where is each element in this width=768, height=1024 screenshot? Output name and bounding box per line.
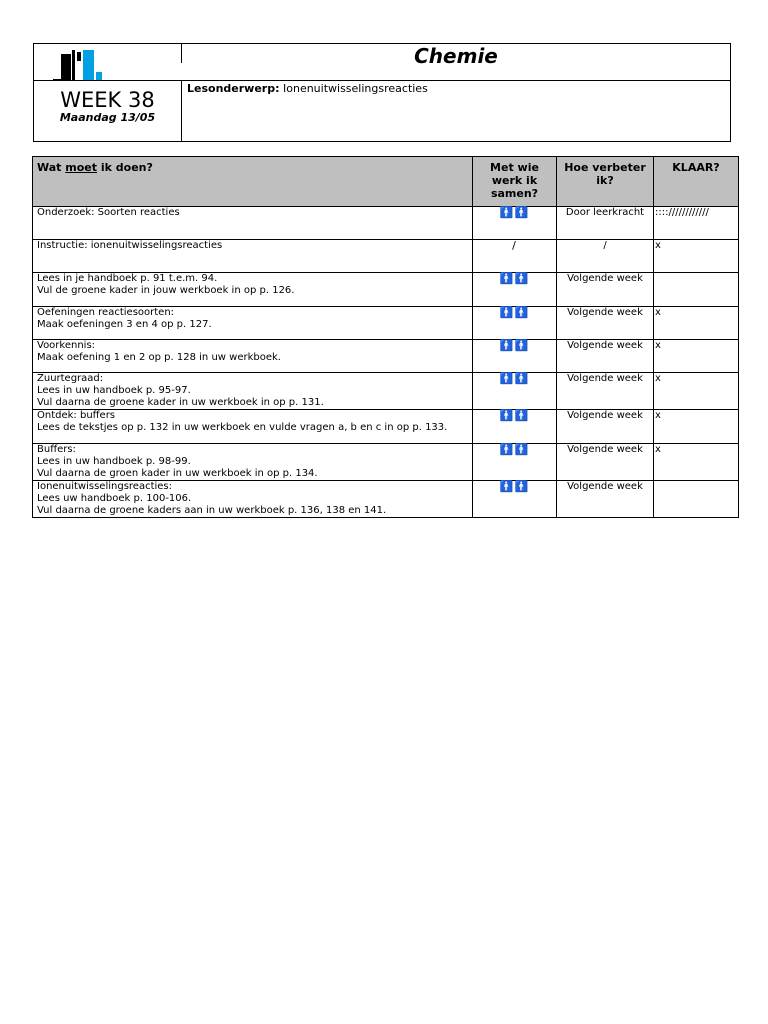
task-line: Ionenuitwisselingsreacties:	[37, 481, 173, 492]
table-row	[33, 481, 739, 518]
col-header-with: Met wie werk ik samen?	[473, 157, 557, 207]
task-line: Onderzoek: Soorten reacties	[37, 207, 180, 218]
partner-cell: 🚹🚹	[473, 481, 557, 518]
topic-label: Lesonderwerp:	[187, 82, 280, 95]
done-cell[interactable]	[654, 481, 739, 518]
task-line: Lees uw handboek p. 100-106.	[37, 493, 192, 504]
table-row	[33, 273, 739, 307]
task-line: Lees in uw handboek p. 98-99.	[37, 456, 191, 467]
task-line: Maak oefeningen 3 en 4 op p. 127.	[37, 319, 212, 330]
week-label: WEEK 38	[60, 88, 155, 112]
task-table	[32, 156, 739, 518]
lesson-topic	[187, 82, 428, 96]
school-logo	[53, 50, 105, 80]
task-line: Maak oefening 1 en 2 op p. 128 in uw werkboek.	[37, 352, 281, 363]
logo-cell	[34, 44, 182, 81]
partner-cell: 🚹🚹	[473, 373, 557, 410]
date-label: Maandag 13/05	[59, 111, 156, 124]
done-cell[interactable]: x	[654, 373, 739, 410]
topic-value: Ionenuitwisselingsreacties	[279, 82, 428, 95]
done-cell[interactable]: x	[654, 444, 739, 481]
task-line: Voorkennis:	[37, 340, 96, 351]
improve-cell: Volgende week	[557, 410, 654, 444]
task-line: Vul de groene kader in jouw werkboek in op p. 126.	[37, 285, 295, 296]
table-header-row	[33, 157, 739, 207]
improve-cell: Volgende week	[557, 444, 654, 481]
subject-title: Chemie	[414, 44, 498, 68]
task-line: Vul daarna de groen kader in uw werkboek in op p. 134.	[37, 468, 318, 479]
task-cell	[33, 481, 473, 518]
improve-cell: Volgende week	[557, 340, 654, 373]
task-cell	[33, 410, 473, 444]
partner-cell: /	[473, 240, 557, 273]
col-header-task: Wat moet ik doen?	[33, 157, 473, 207]
task-cell	[33, 273, 473, 307]
improve-cell: Door leerkracht	[557, 207, 654, 240]
improve-cell: Volgende week	[557, 481, 654, 518]
task-line: Oefeningen reactiesoorten:	[37, 307, 175, 318]
table-row	[33, 444, 739, 481]
task-line: Instructie: ionenuitwisselingsreacties	[37, 240, 223, 251]
table-row	[33, 307, 739, 340]
improve-cell: Volgende week	[557, 307, 654, 340]
done-cell[interactable]	[654, 273, 739, 307]
partner-cell: 🚹🚹	[473, 273, 557, 307]
task-cell	[33, 207, 473, 240]
col-header-done: KLAAR?	[654, 157, 739, 207]
table-row	[33, 340, 739, 373]
improve-cell: /	[557, 240, 654, 273]
table-row	[33, 240, 739, 273]
task-line: Zuurtegraad:	[37, 373, 104, 384]
task-cell	[33, 444, 473, 481]
partner-cell: 🚹🚹	[473, 307, 557, 340]
partner-cell: 🚹🚹	[473, 207, 557, 240]
task-line: Buffers:	[37, 444, 76, 455]
lesson-header	[33, 43, 731, 142]
table-row	[33, 207, 739, 240]
col-header-improve: Hoe verbeter ik?	[557, 157, 654, 207]
done-cell[interactable]: x	[654, 340, 739, 373]
task-cell	[33, 373, 473, 410]
task-line: Ontdek: buffers	[37, 410, 116, 421]
improve-cell: Volgende week	[557, 373, 654, 410]
partner-cell: 🚹🚹	[473, 340, 557, 373]
improve-cell: Volgende week	[557, 273, 654, 307]
partner-cell: 🚹🚹	[473, 410, 557, 444]
table-row	[33, 410, 739, 444]
task-cell	[33, 240, 473, 273]
task-line: Vul daarna de groene kader in uw werkboek in op p. 131.	[37, 397, 324, 408]
done-cell[interactable]: x	[654, 410, 739, 444]
task-line: Lees in uw handboek p. 95-97.	[37, 385, 191, 396]
task-cell	[33, 307, 473, 340]
table-row	[33, 373, 739, 410]
done-cell[interactable]: x	[654, 307, 739, 340]
task-line: Vul daarna de groene kaders aan in uw werkboek p. 136, 138 en 141.	[37, 505, 387, 516]
task-cell	[33, 340, 473, 373]
done-cell[interactable]: x	[654, 240, 739, 273]
partner-cell: 🚹🚹	[473, 444, 557, 481]
task-line: Lees in je handboek p. 91 t.e.m. 94.	[37, 273, 218, 284]
task-line: Lees de tekstjes op p. 132 in uw werkboek en vulde vragen a, b en c in op p. 133.	[37, 422, 448, 433]
done-cell[interactable]: ::::////////////	[654, 207, 739, 240]
